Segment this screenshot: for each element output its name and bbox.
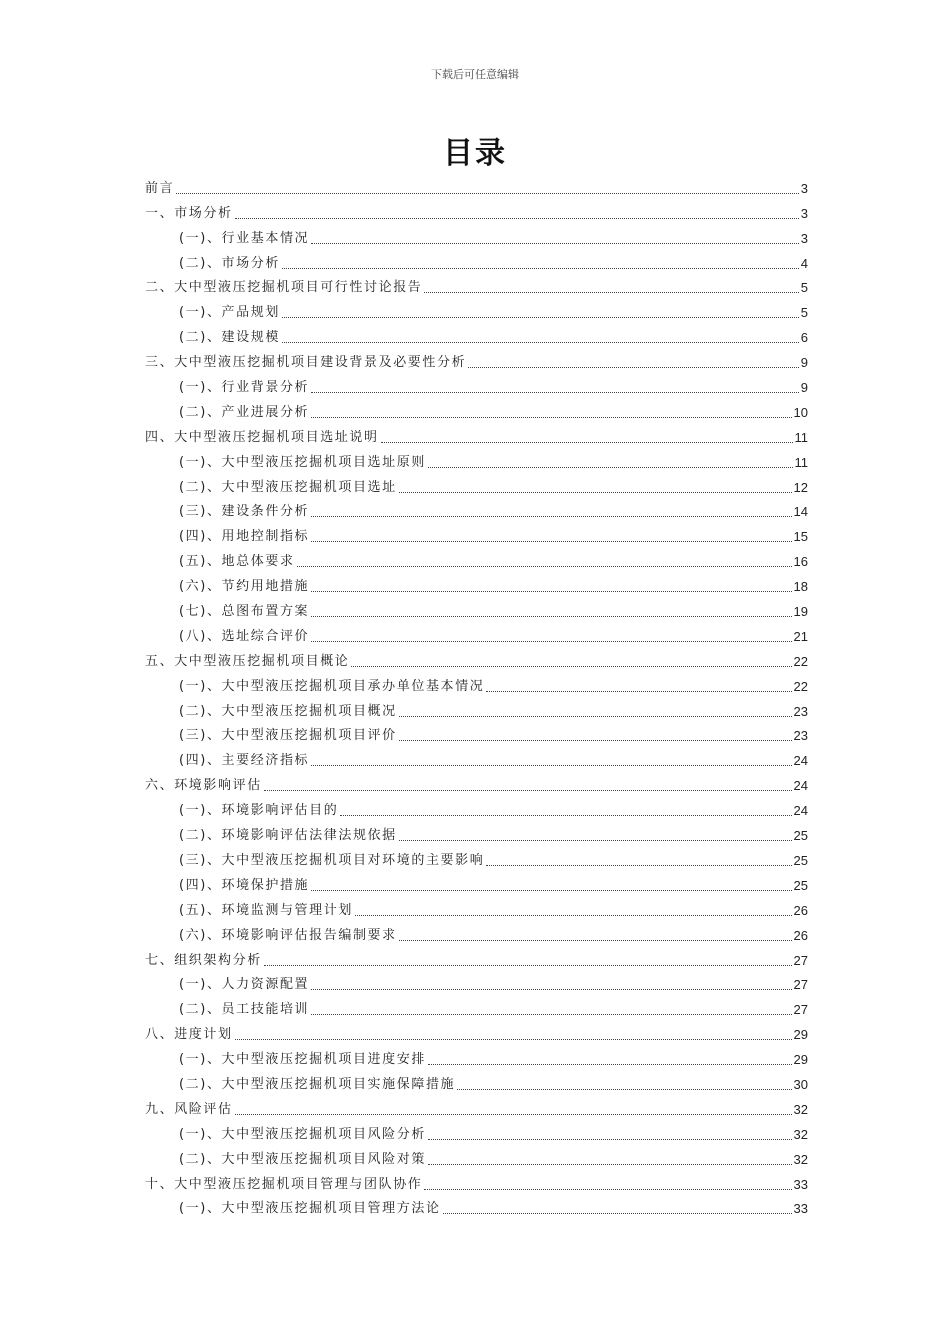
toc-entry-page-number: 25 xyxy=(793,828,808,844)
toc-entry[interactable] xyxy=(145,425,808,450)
toc-entry-page-number: 27 xyxy=(793,1002,808,1018)
toc-entry[interactable] xyxy=(145,1047,808,1072)
toc-entry-title: (一)、大中型液压挖掘机项目进度安排 xyxy=(179,1052,426,1068)
toc-dot-leader xyxy=(399,840,792,841)
toc-entry-page-number: 24 xyxy=(793,778,808,794)
toc-entry-page-number: 24 xyxy=(793,803,808,819)
toc-dot-leader xyxy=(340,815,791,816)
toc-entry-title: (二)、产业进展分析 xyxy=(179,404,310,420)
toc-entry[interactable] xyxy=(145,574,808,599)
toc-dot-leader xyxy=(311,417,791,418)
toc-entry[interactable] xyxy=(145,1072,808,1097)
toc-dot-leader xyxy=(282,342,799,343)
toc-dot-leader xyxy=(311,591,791,592)
toc-entry-page-number: 27 xyxy=(793,977,808,993)
toc-entry-page-number: 32 xyxy=(793,1101,808,1117)
toc-entry-page-number: 18 xyxy=(793,579,808,595)
toc-entry-page-number: 30 xyxy=(793,1076,808,1092)
toc-entry-page-number: 5 xyxy=(800,280,808,296)
toc-dot-leader xyxy=(381,442,793,443)
toc-entry[interactable] xyxy=(145,251,808,276)
toc-entry[interactable] xyxy=(145,649,808,674)
toc-dot-leader xyxy=(424,292,798,293)
toc-dot-leader xyxy=(311,516,791,517)
toc-entry[interactable] xyxy=(145,1147,808,1172)
toc-entry[interactable] xyxy=(145,350,808,375)
toc-dot-leader xyxy=(235,218,799,219)
toc-entry-page-number: 15 xyxy=(793,529,808,545)
toc-entry[interactable] xyxy=(145,400,808,425)
toc-entry-page-number: 4 xyxy=(800,255,808,271)
toc-entry-title: (四)、环境保护措施 xyxy=(179,877,310,893)
toc-dot-leader xyxy=(443,1213,792,1214)
header-note: 下载后可任意编辑 xyxy=(431,68,519,81)
toc-dot-leader xyxy=(282,317,799,318)
toc-entry-page-number: 33 xyxy=(793,1201,808,1217)
toc-dot-leader xyxy=(468,367,799,368)
toc-entry[interactable] xyxy=(145,773,808,798)
toc-dot-leader xyxy=(311,989,791,990)
toc-entry[interactable] xyxy=(145,475,808,500)
toc-entry-title: (一)、大中型液压挖掘机项目管理方法论 xyxy=(179,1201,441,1217)
toc-dot-leader xyxy=(282,268,799,269)
toc-entry-page-number: 14 xyxy=(793,504,808,520)
toc-dot-leader xyxy=(311,392,799,393)
toc-dot-leader xyxy=(311,641,791,642)
toc-entry[interactable] xyxy=(145,674,808,699)
toc-entry-title: (四)、主要经济指标 xyxy=(179,753,310,769)
toc-entry-page-number: 32 xyxy=(793,1151,808,1167)
toc-entry[interactable] xyxy=(145,450,808,475)
toc-entry[interactable] xyxy=(145,699,808,724)
toc-entry-page-number: 3 xyxy=(800,230,808,246)
toc-entry-title: (一)、产品规划 xyxy=(179,305,280,321)
toc-entry-title: (一)、大中型液压挖掘机项目承办单位基本情况 xyxy=(179,678,485,694)
toc-entry[interactable] xyxy=(145,823,808,848)
toc-entry-title: 三、大中型液压挖掘机项目建设背景及必要性分析 xyxy=(145,355,467,371)
toc-entry-title: (二)、环境影响评估法律法规依据 xyxy=(179,828,397,844)
toc-entry-title: (七)、总图布置方案 xyxy=(179,604,310,620)
toc-dot-leader xyxy=(355,915,792,916)
toc-entry-title: (二)、市场分析 xyxy=(179,255,280,271)
toc-entry-title: (一)、环境影响评估目的 xyxy=(179,803,339,819)
toc-entry-page-number: 29 xyxy=(793,1027,808,1043)
toc-entry[interactable] xyxy=(145,176,808,201)
toc-entry-page-number: 26 xyxy=(793,927,808,943)
toc-entry-title: (二)、大中型液压挖掘机项目风险对策 xyxy=(179,1151,426,1167)
toc-entry-page-number: 24 xyxy=(793,753,808,769)
toc-entry-title: (二)、大中型液压挖掘机项目概况 xyxy=(179,703,397,719)
toc-entry-title: 九、风险评估 xyxy=(145,1101,233,1117)
toc-entry[interactable] xyxy=(145,997,808,1022)
toc-entry-page-number: 22 xyxy=(793,653,808,669)
toc-entry-title: (六)、环境影响评估报告编制要求 xyxy=(179,927,397,943)
toc-entry[interactable] xyxy=(145,300,808,325)
toc-entry[interactable] xyxy=(145,973,808,998)
toc-dot-leader xyxy=(399,716,792,717)
toc-entry-title: (八)、选址综合评价 xyxy=(179,628,310,644)
toc-entry-title: 一、市场分析 xyxy=(145,205,233,221)
toc-entry[interactable] xyxy=(145,724,808,749)
toc-entry-title: (二)、建设规模 xyxy=(179,330,280,346)
toc-entry-title: (五)、地总体要求 xyxy=(179,554,295,570)
toc-entry-title: (一)、行业背景分析 xyxy=(179,380,310,396)
toc-entry-page-number: 11 xyxy=(794,429,808,445)
toc-title: 目录 xyxy=(443,136,507,171)
toc-entry-title: (二)、大中型液压挖掘机项目实施保障措施 xyxy=(179,1076,456,1092)
toc-entry-title: (一)、大中型液压挖掘机项目选址原则 xyxy=(179,454,426,470)
toc-entry[interactable] xyxy=(145,624,808,649)
toc-entry-page-number: 10 xyxy=(793,404,808,420)
toc-entry-title: (一)、人力资源配置 xyxy=(179,977,310,993)
toc-entry-title: (四)、用地控制指标 xyxy=(179,529,310,545)
toc-dot-leader xyxy=(297,566,792,567)
toc-entry[interactable] xyxy=(145,1097,808,1122)
toc-dot-leader xyxy=(311,765,791,766)
toc-entry[interactable] xyxy=(145,748,808,773)
toc-entry-title: 六、环境影响评估 xyxy=(145,778,262,794)
toc-dot-leader xyxy=(457,1089,791,1090)
toc-entry-page-number: 5 xyxy=(800,305,808,321)
toc-entry-page-number: 26 xyxy=(793,902,808,918)
table-of-contents xyxy=(145,176,808,1221)
toc-entry[interactable] xyxy=(145,848,808,873)
toc-entry[interactable] xyxy=(145,500,808,525)
toc-dot-leader xyxy=(428,1139,792,1140)
toc-dot-leader xyxy=(176,193,799,194)
toc-dot-leader xyxy=(311,541,791,542)
toc-entry-page-number: 25 xyxy=(793,877,808,893)
toc-dot-leader xyxy=(235,1039,792,1040)
toc-entry-page-number: 21 xyxy=(793,628,808,644)
toc-dot-leader xyxy=(311,1014,791,1015)
toc-entry-title: (一)、行业基本情况 xyxy=(179,230,310,246)
toc-entry[interactable] xyxy=(145,325,808,350)
toc-entry[interactable] xyxy=(145,276,808,301)
toc-dot-leader xyxy=(399,740,792,741)
toc-entry-title: (三)、大中型液压挖掘机项目评价 xyxy=(179,728,397,744)
toc-entry[interactable] xyxy=(145,923,808,948)
toc-entry[interactable] xyxy=(145,1197,808,1222)
toc-entry-title: (五)、环境监测与管理计划 xyxy=(179,902,353,918)
toc-entry-title: (六)、节约用地措施 xyxy=(179,579,310,595)
toc-entry[interactable] xyxy=(145,948,808,973)
toc-entry-page-number: 27 xyxy=(793,952,808,968)
toc-entry[interactable] xyxy=(145,798,808,823)
toc-entry-title: 八、进度计划 xyxy=(145,1027,233,1043)
toc-entry-page-number: 19 xyxy=(793,604,808,620)
toc-entry-title: (三)、大中型液压挖掘机项目对环境的主要影响 xyxy=(179,852,485,868)
toc-entry-title: 七、组织架构分析 xyxy=(145,952,262,968)
toc-entry-page-number: 9 xyxy=(800,355,808,371)
toc-entry-page-number: 3 xyxy=(800,180,808,196)
toc-entry[interactable] xyxy=(145,599,808,624)
toc-dot-leader xyxy=(486,865,791,866)
toc-entry-title: 十、大中型液压挖掘机项目管理与团队协作 xyxy=(145,1176,423,1192)
toc-entry-title: 二、大中型液压挖掘机项目可行性讨论报告 xyxy=(145,280,423,296)
toc-entry-page-number: 23 xyxy=(793,703,808,719)
toc-entry-page-number: 3 xyxy=(800,205,808,221)
toc-dot-leader xyxy=(399,492,792,493)
toc-entry-page-number: 22 xyxy=(793,678,808,694)
toc-entry-title: 前言 xyxy=(145,180,175,196)
toc-entry-page-number: 6 xyxy=(800,330,808,346)
toc-dot-leader xyxy=(311,616,791,617)
toc-entry[interactable] xyxy=(145,898,808,923)
toc-dot-leader xyxy=(264,790,792,791)
toc-entry-title: (二)、大中型液压挖掘机项目选址 xyxy=(179,479,397,495)
toc-entry-title: 四、大中型液压挖掘机项目选址说明 xyxy=(145,429,379,445)
toc-dot-leader xyxy=(428,1064,792,1065)
toc-dot-leader xyxy=(424,1189,791,1190)
toc-entry[interactable] xyxy=(145,1022,808,1047)
toc-entry-page-number: 12 xyxy=(793,479,808,495)
toc-entry[interactable] xyxy=(145,524,808,549)
toc-entry-title: (一)、大中型液压挖掘机项目风险分析 xyxy=(179,1126,426,1142)
toc-entry[interactable] xyxy=(145,1122,808,1147)
toc-entry[interactable] xyxy=(145,873,808,898)
toc-entry[interactable] xyxy=(145,201,808,226)
toc-dot-leader xyxy=(428,1164,792,1165)
toc-entry-page-number: 33 xyxy=(793,1176,808,1192)
toc-entry[interactable] xyxy=(145,226,808,251)
toc-entry[interactable] xyxy=(145,549,808,574)
toc-dot-leader xyxy=(311,890,791,891)
toc-entry-page-number: 23 xyxy=(793,728,808,744)
toc-entry-page-number: 16 xyxy=(793,554,808,570)
toc-entry-page-number: 32 xyxy=(793,1126,808,1142)
toc-entry-title: 五、大中型液压挖掘机项目概论 xyxy=(145,653,350,669)
toc-dot-leader xyxy=(399,940,792,941)
toc-dot-leader xyxy=(428,467,793,468)
toc-entry-page-number: 29 xyxy=(793,1052,808,1068)
toc-entry-page-number: 9 xyxy=(800,380,808,396)
toc-dot-leader xyxy=(351,666,791,667)
toc-entry-page-number: 11 xyxy=(794,454,808,470)
toc-entry-title: (二)、员工技能培训 xyxy=(179,1002,310,1018)
toc-dot-leader xyxy=(235,1114,792,1115)
toc-dot-leader xyxy=(264,965,792,966)
toc-dot-leader xyxy=(311,243,799,244)
toc-entry[interactable] xyxy=(145,1172,808,1197)
toc-dot-leader xyxy=(486,691,791,692)
toc-entry[interactable] xyxy=(145,375,808,400)
toc-entry-title: (三)、建设条件分析 xyxy=(179,504,310,520)
toc-entry-page-number: 25 xyxy=(793,852,808,868)
